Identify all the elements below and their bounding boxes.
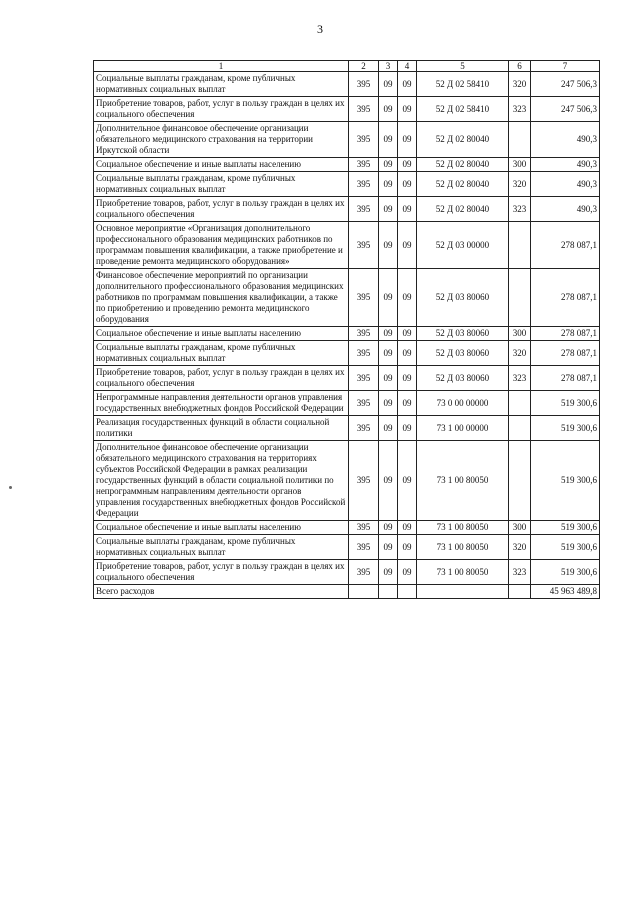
table-row	[94, 122, 600, 158]
amount-cell: 278 087,1	[531, 222, 600, 269]
section-cell: 09	[379, 72, 398, 97]
section-cell: 09	[379, 97, 398, 122]
ministry-code-cell: 395	[349, 560, 379, 585]
subsection-cell: 09	[398, 416, 417, 441]
table-row	[94, 327, 600, 341]
expense-type-cell: 300	[509, 158, 531, 172]
target-article-cell: 52 Д 02 58410	[417, 72, 509, 97]
table-row	[94, 97, 600, 122]
amount-cell: 490,3	[531, 172, 600, 197]
expense-type-cell	[509, 122, 531, 158]
empty-cell	[349, 585, 379, 599]
ministry-code-cell: 395	[349, 327, 379, 341]
ministry-code-cell: 395	[349, 341, 379, 366]
expense-name-cell: Дополнительное финансовое обеспечение организации обязательного медицинского страхования на территориях субъектов Российской Федерации в рамках реализации государственных функций в области социальной политики по непрограммным направлениям деятельности органов управления государственных внебюджетных фондов Российской Федерации	[94, 441, 349, 521]
amount-cell: 519 300,6	[531, 560, 600, 585]
target-article-cell: 52 Д 03 80060	[417, 327, 509, 341]
ministry-code-cell: 395	[349, 97, 379, 122]
subsection-cell: 09	[398, 521, 417, 535]
section-cell: 09	[379, 172, 398, 197]
expense-type-cell	[509, 222, 531, 269]
section-cell: 09	[379, 521, 398, 535]
expense-name-cell: Социальные выплаты гражданам, кроме публичных нормативных социальных выплат	[94, 341, 349, 366]
expense-type-cell: 323	[509, 97, 531, 122]
table-row	[94, 158, 600, 172]
ministry-code-cell: 395	[349, 535, 379, 560]
target-article-cell: 73 0 00 00000	[417, 391, 509, 416]
amount-cell: 519 300,6	[531, 416, 600, 441]
section-cell: 09	[379, 560, 398, 585]
target-article-cell: 52 Д 02 80040	[417, 122, 509, 158]
expense-type-cell	[509, 391, 531, 416]
ministry-code-cell: 395	[349, 197, 379, 222]
target-article-cell: 73 1 00 00000	[417, 416, 509, 441]
subsection-cell: 09	[398, 366, 417, 391]
ministry-code-cell: 395	[349, 222, 379, 269]
ministry-code-cell: 395	[349, 521, 379, 535]
expense-type-cell: 300	[509, 521, 531, 535]
section-cell: 09	[379, 197, 398, 222]
expense-name-cell: Непрограммные направления деятельности органов управления государственных внебюджетных фондов Российской Федерации	[94, 391, 349, 416]
subsection-cell: 09	[398, 97, 417, 122]
empty-cell	[379, 585, 398, 599]
amount-cell: 278 087,1	[531, 327, 600, 341]
table-row	[94, 560, 600, 585]
ministry-code-cell: 395	[349, 158, 379, 172]
table-row	[94, 416, 600, 441]
subsection-cell: 09	[398, 391, 417, 416]
amount-cell: 519 300,6	[531, 535, 600, 560]
expense-type-cell	[509, 416, 531, 441]
expense-type-cell: 320	[509, 72, 531, 97]
expense-name-cell: Финансовое обеспечение мероприятий по организации дополнительного профессионального образования медицинских работников по программам повышения квалификации, а также по приобретению и проведению ремонта медицинского оборудования	[94, 269, 349, 327]
table-body	[94, 61, 600, 599]
section-cell: 09	[379, 222, 398, 269]
table-row	[94, 366, 600, 391]
table-row	[94, 341, 600, 366]
table-row	[94, 535, 600, 560]
section-cell: 09	[379, 391, 398, 416]
total-row	[94, 585, 600, 599]
expenditure-table	[93, 60, 600, 599]
ministry-code-cell: 395	[349, 172, 379, 197]
section-cell: 09	[379, 535, 398, 560]
ministry-code-cell: 395	[349, 441, 379, 521]
amount-cell: 490,3	[531, 122, 600, 158]
amount-cell: 278 087,1	[531, 269, 600, 327]
expense-type-cell: 323	[509, 366, 531, 391]
expense-name-cell: Дополнительное финансовое обеспечение организации обязательного медицинского страхования на территории Иркутской области	[94, 122, 349, 158]
subsection-cell: 09	[398, 327, 417, 341]
empty-cell	[398, 585, 417, 599]
amount-cell: 278 087,1	[531, 341, 600, 366]
table-row	[94, 441, 600, 521]
expense-type-cell	[509, 269, 531, 327]
target-article-cell: 52 Д 02 80040	[417, 197, 509, 222]
expense-type-cell	[509, 441, 531, 521]
ministry-code-cell: 395	[349, 416, 379, 441]
page-number: 3	[317, 22, 323, 36]
expense-name-cell: Приобретение товаров, работ, услуг в пользу граждан в целях их социального обеспечения	[94, 560, 349, 585]
total-amount: 45 963 489,8	[531, 585, 600, 599]
expense-name-cell: Социальные выплаты гражданам, кроме публичных нормативных социальных выплат	[94, 72, 349, 97]
expense-name-cell: Приобретение товаров, работ, услуг в пользу граждан в целях их социального обеспечения	[94, 366, 349, 391]
expense-type-cell: 323	[509, 560, 531, 585]
table-row	[94, 521, 600, 535]
expense-name-cell: Социальное обеспечение и иные выплаты населению	[94, 327, 349, 341]
expense-name-cell: Социальные выплаты гражданам, кроме публичных нормативных социальных выплат	[94, 172, 349, 197]
section-cell: 09	[379, 441, 398, 521]
section-cell: 09	[379, 366, 398, 391]
amount-cell: 490,3	[531, 197, 600, 222]
table-row	[94, 172, 600, 197]
target-article-cell: 52 Д 03 80060	[417, 366, 509, 391]
header-row	[94, 61, 600, 72]
target-article-cell: 52 Д 02 80040	[417, 172, 509, 197]
table-row	[94, 269, 600, 327]
expense-name-cell: Приобретение товаров, работ, услуг в пользу граждан в целях их социального обеспечения	[94, 197, 349, 222]
target-article-cell: 52 Д 03 80060	[417, 269, 509, 327]
ministry-code-cell: 395	[349, 391, 379, 416]
target-article-cell: 52 Д 02 80040	[417, 158, 509, 172]
subsection-cell: 09	[398, 72, 417, 97]
margin-mark	[9, 486, 12, 489]
expense-type-cell: 320	[509, 341, 531, 366]
amount-cell: 247 506,3	[531, 72, 600, 97]
table-row	[94, 391, 600, 416]
column-header: 7	[531, 61, 600, 72]
expense-type-cell: 320	[509, 535, 531, 560]
column-header: 3	[379, 61, 398, 72]
ministry-code-cell: 395	[349, 366, 379, 391]
amount-cell: 247 506,3	[531, 97, 600, 122]
expense-type-cell: 320	[509, 172, 531, 197]
expense-name-cell: Социальное обеспечение и иные выплаты населению	[94, 521, 349, 535]
subsection-cell: 09	[398, 269, 417, 327]
subsection-cell: 09	[398, 535, 417, 560]
expense-name-cell: Основное мероприятие «Организация дополнительного профессионального образования медицинских работников по программам повышения квалификации, а также приобретение и проведение ремонта медицинского оборудования»	[94, 222, 349, 269]
expense-name-cell: Приобретение товаров, работ, услуг в пользу граждан в целях их социального обеспечения	[94, 97, 349, 122]
ministry-code-cell: 395	[349, 122, 379, 158]
subsection-cell: 09	[398, 222, 417, 269]
section-cell: 09	[379, 269, 398, 327]
column-header: 1	[94, 61, 349, 72]
subsection-cell: 09	[398, 158, 417, 172]
section-cell: 09	[379, 341, 398, 366]
amount-cell: 519 300,6	[531, 441, 600, 521]
empty-cell	[417, 585, 509, 599]
subsection-cell: 09	[398, 341, 417, 366]
amount-cell: 278 087,1	[531, 366, 600, 391]
expense-type-cell: 323	[509, 197, 531, 222]
column-header: 6	[509, 61, 531, 72]
section-cell: 09	[379, 122, 398, 158]
target-article-cell: 73 1 00 80050	[417, 535, 509, 560]
column-header: 5	[417, 61, 509, 72]
section-cell: 09	[379, 416, 398, 441]
total-label: Всего расходов	[94, 585, 349, 599]
column-header: 2	[349, 61, 379, 72]
expense-name-cell: Социальное обеспечение и иные выплаты населению	[94, 158, 349, 172]
amount-cell: 519 300,6	[531, 391, 600, 416]
table-row	[94, 197, 600, 222]
ministry-code-cell: 395	[349, 72, 379, 97]
section-cell: 09	[379, 327, 398, 341]
expense-name-cell: Реализация государственных функций в области социальной политики	[94, 416, 349, 441]
table-row	[94, 222, 600, 269]
expense-name-cell: Социальные выплаты гражданам, кроме публичных нормативных социальных выплат	[94, 535, 349, 560]
amount-cell: 490,3	[531, 158, 600, 172]
subsection-cell: 09	[398, 197, 417, 222]
ministry-code-cell: 395	[349, 269, 379, 327]
target-article-cell: 52 Д 03 00000	[417, 222, 509, 269]
target-article-cell: 73 1 00 80050	[417, 560, 509, 585]
target-article-cell: 73 1 00 80050	[417, 441, 509, 521]
section-cell: 09	[379, 158, 398, 172]
subsection-cell: 09	[398, 122, 417, 158]
amount-cell: 519 300,6	[531, 521, 600, 535]
expense-type-cell: 300	[509, 327, 531, 341]
target-article-cell: 52 Д 02 58410	[417, 97, 509, 122]
subsection-cell: 09	[398, 560, 417, 585]
column-header: 4	[398, 61, 417, 72]
table-row	[94, 72, 600, 97]
subsection-cell: 09	[398, 441, 417, 521]
subsection-cell: 09	[398, 172, 417, 197]
target-article-cell: 73 1 00 80050	[417, 521, 509, 535]
empty-cell	[509, 585, 531, 599]
target-article-cell: 52 Д 03 80060	[417, 341, 509, 366]
